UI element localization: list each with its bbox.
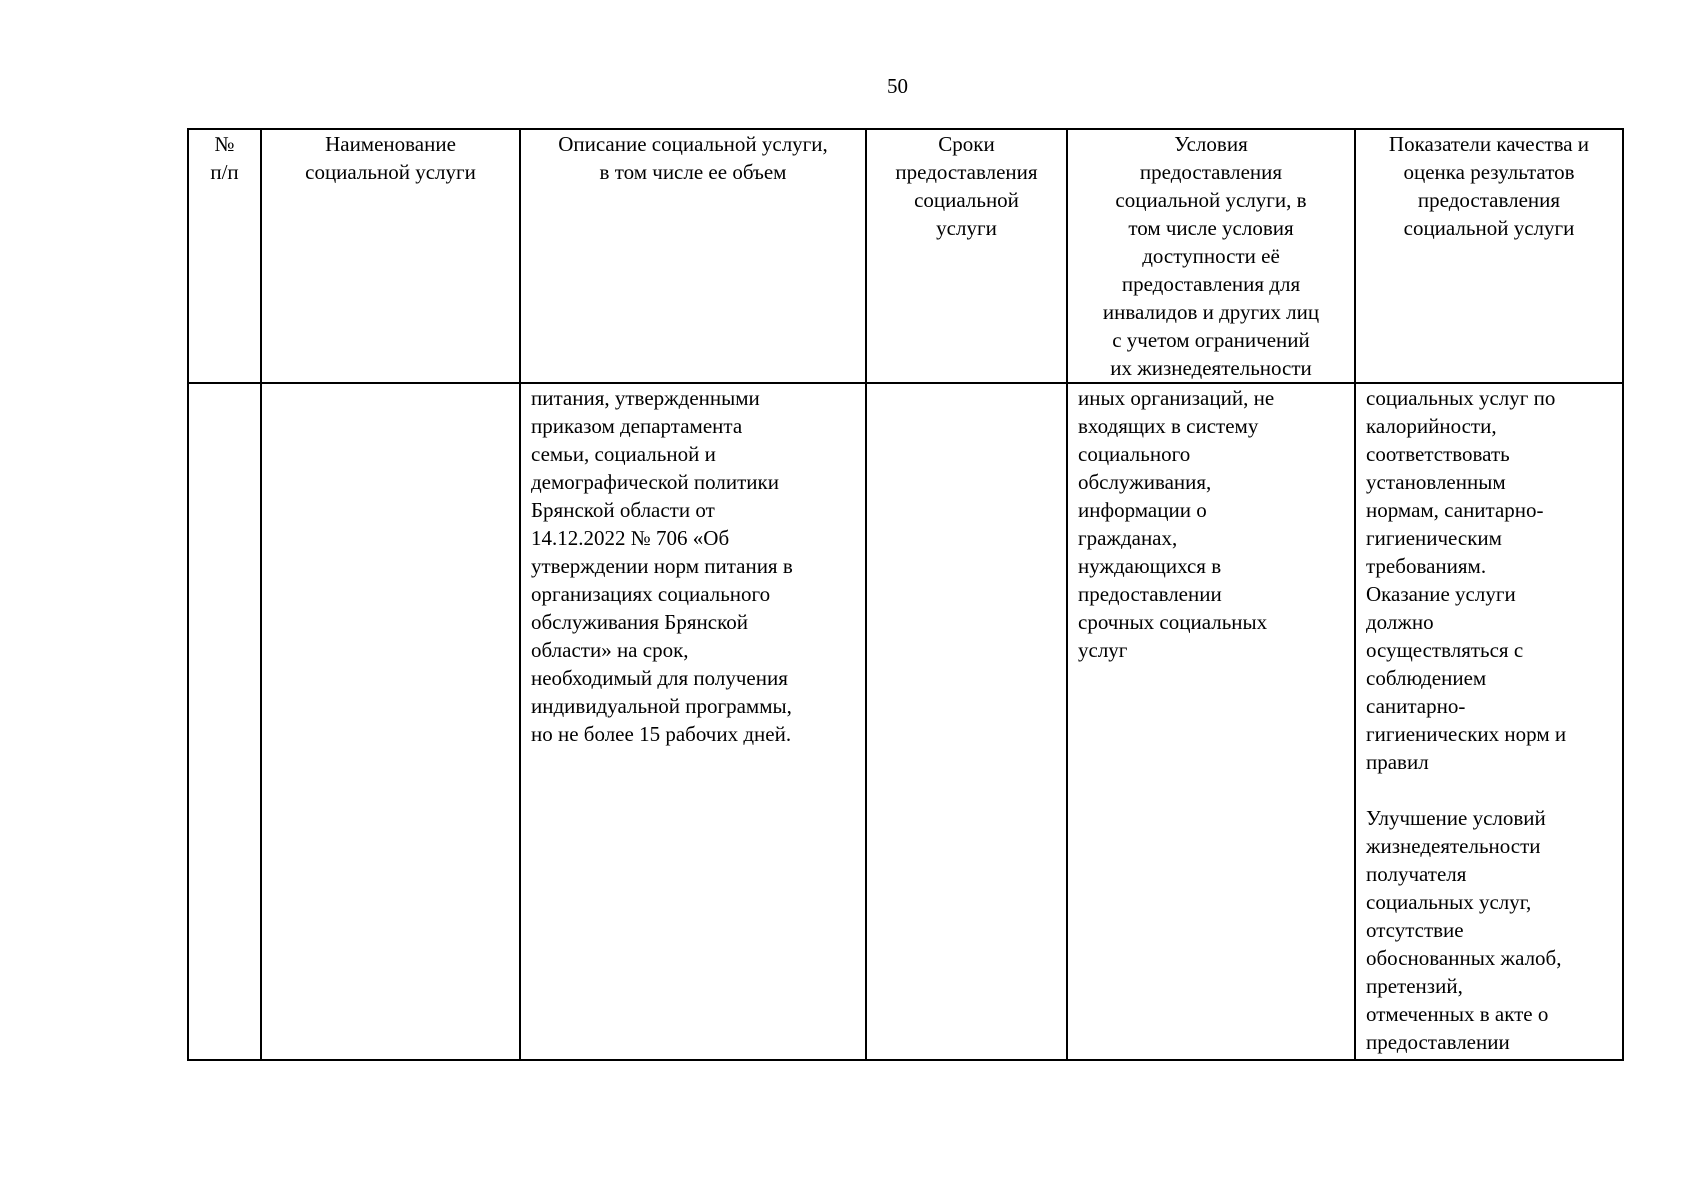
services-table — [187, 128, 1624, 1061]
cell-quality — [1355, 383, 1623, 1060]
table-header-row — [188, 129, 1623, 383]
header-service-name: Наименование социальной услуги — [261, 129, 520, 383]
header-conditions: Условия предоставления социальной услуги, в том числе условия доступности её предоставления для инвалидов и других лиц с учетом ограничений их жизнедеятельности — [1067, 129, 1355, 383]
quality-paragraph-1: социальных услуг по калорийности, соответствовать установленным нормам, санитарно- гигиеническим требованиям. Оказание услуги должно осуществляться с соблюдением санитарно- гигиенических норм и правил — [1366, 386, 1567, 774]
cell-description: питания, утвержденными приказом департамента семьи, социальной и демографической политики Брянской области от 14.12.2022 № 706 «Об утверждении норм питания в организациях социального обслуживания Брянской области» на срок, необходимый для получения индивидуальной программы, но не более 15 рабочих дней. — [520, 383, 866, 1060]
cell-number — [188, 383, 261, 1060]
page-number: 50 — [887, 74, 908, 98]
header-number: № п/п — [188, 129, 261, 383]
header-description: Описание социальной услуги, в том числе ее объем — [520, 129, 866, 383]
cell-service-name — [261, 383, 520, 1060]
table-row — [188, 383, 1623, 1060]
header-quality: Показатели качества и оценка результатов предоставления социальной услуги — [1355, 129, 1623, 383]
quality-paragraph-2: Улучшение условий жизнедеятельности получателя социальных услуг, отсутствие обоснованных жалоб, претензий, отмеченных в акте о предоставлении — [1366, 806, 1562, 1054]
cell-conditions: иных организаций, не входящих в систему социального обслуживания, информации о гражданах, нуждающихся в предоставлении срочных социальных услуг — [1067, 383, 1355, 1060]
header-terms: Сроки предоставления социальной услуги — [866, 129, 1067, 383]
cell-terms — [866, 383, 1067, 1060]
